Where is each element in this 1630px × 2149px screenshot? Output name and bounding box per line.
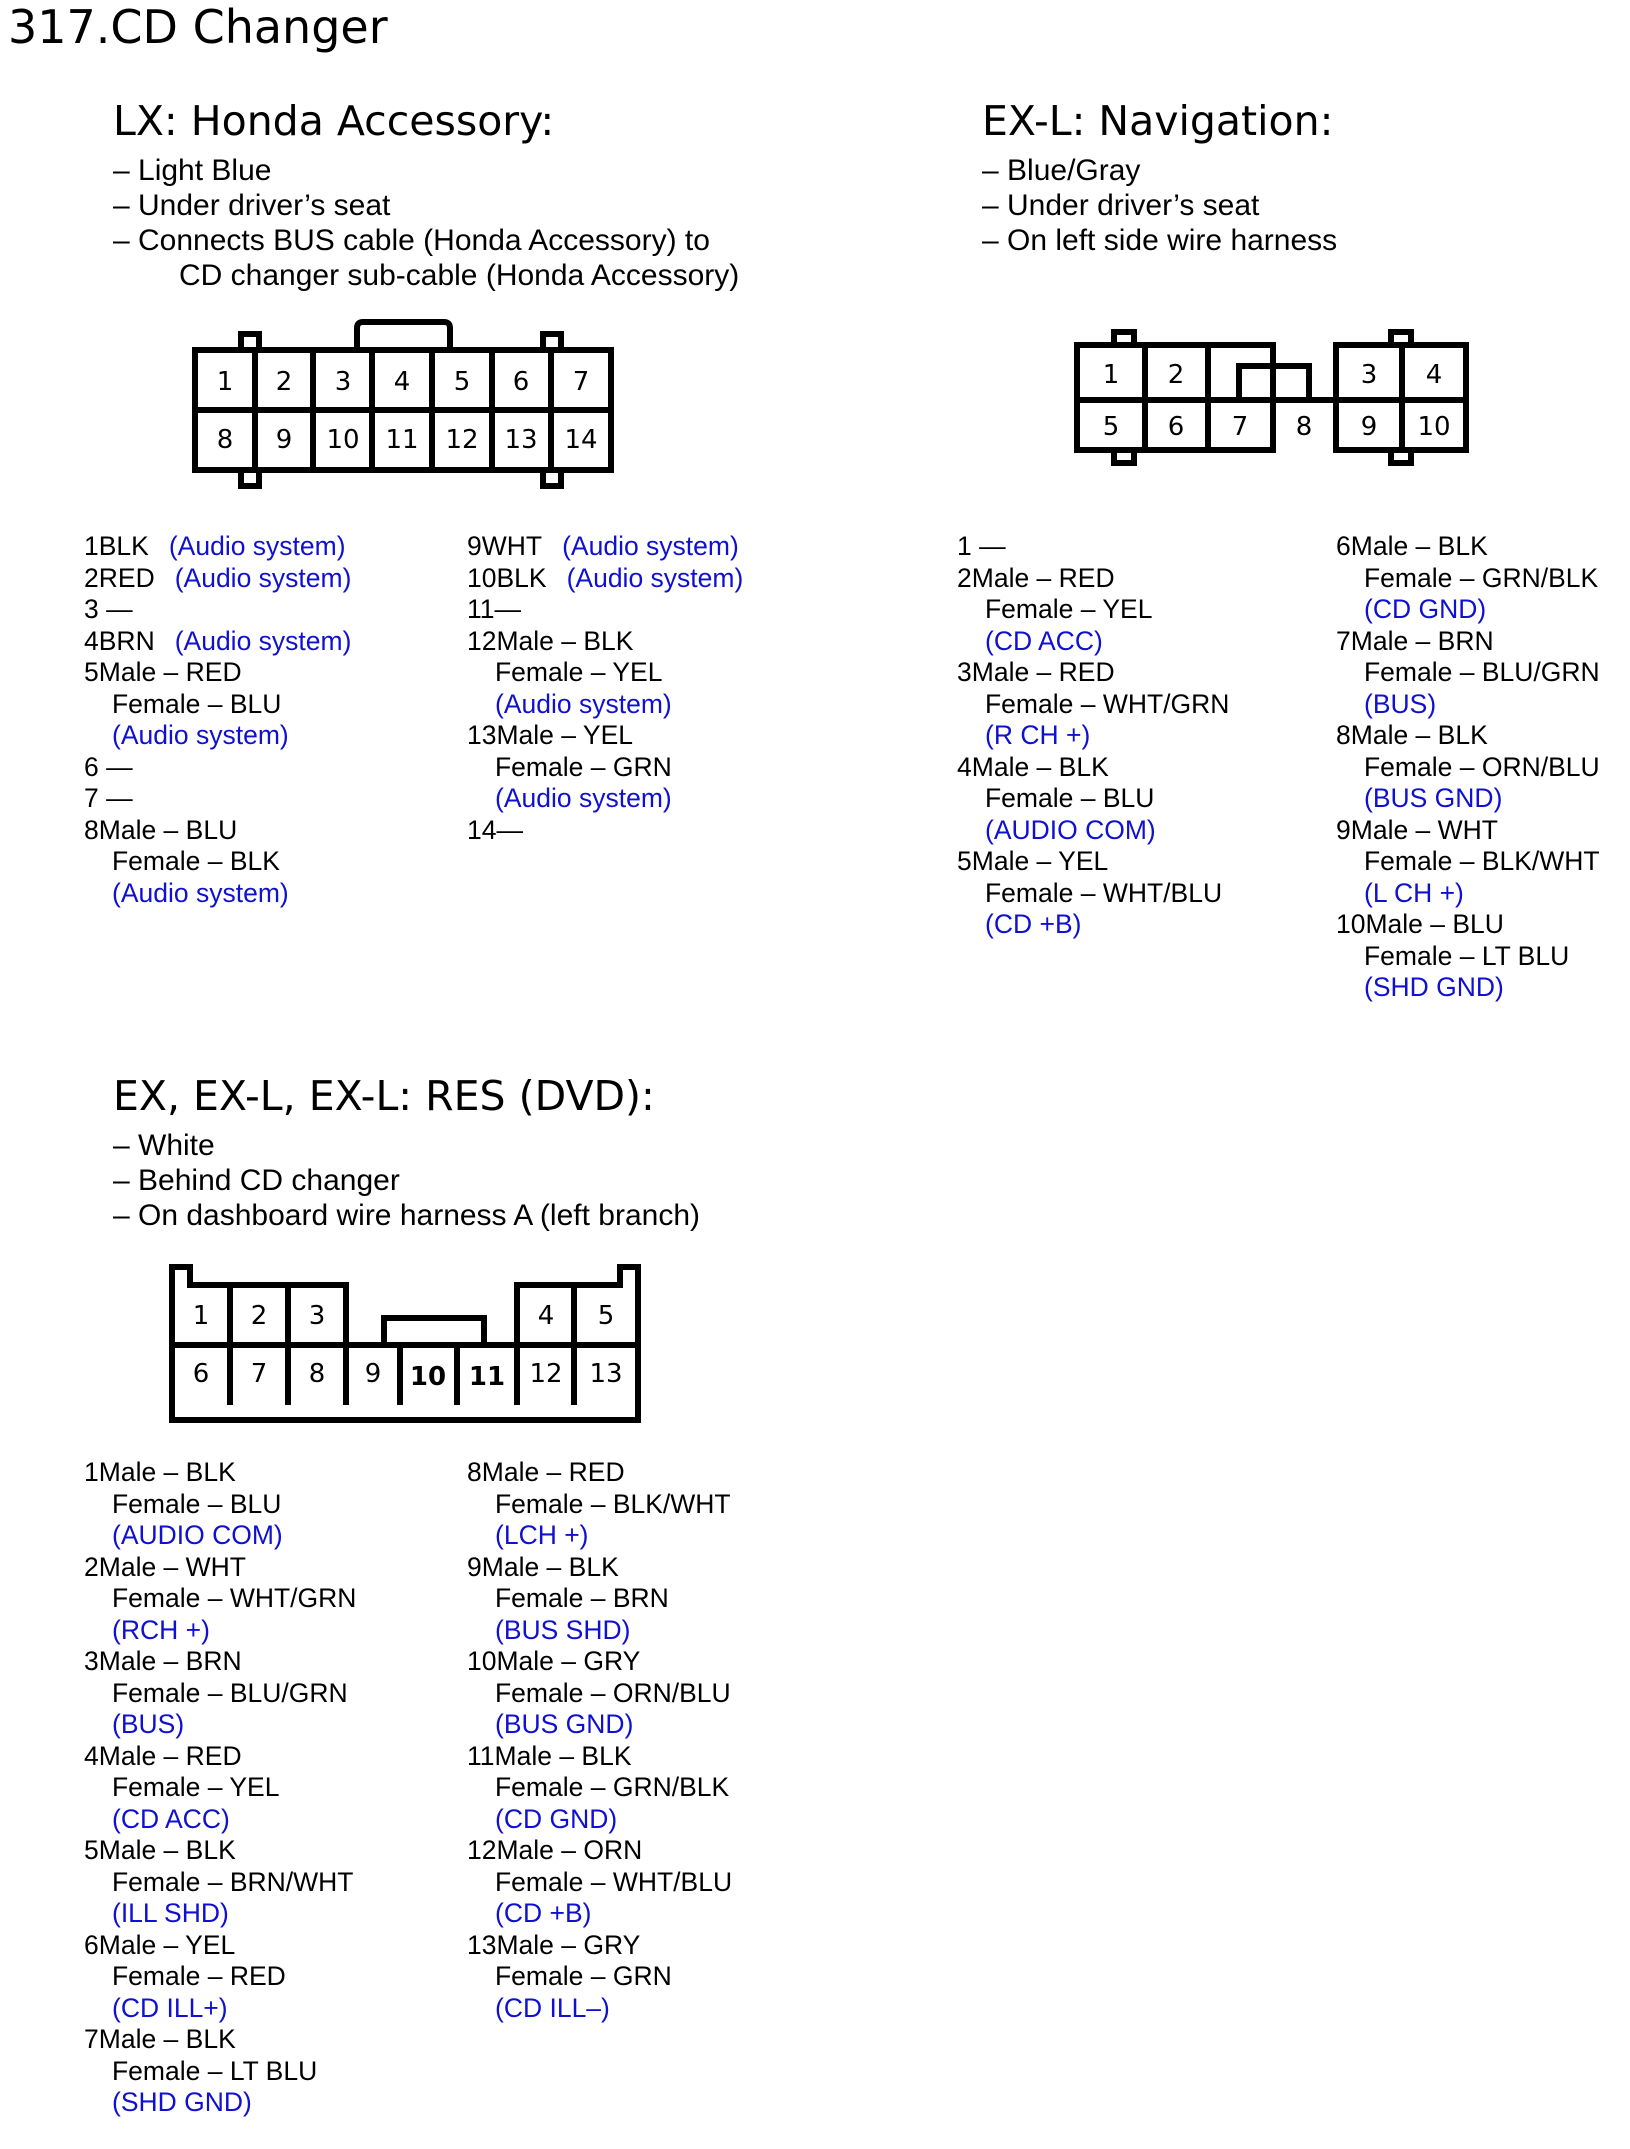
lx-bullets [113,153,739,293]
nav-bullet-harness: – On left side wire harness [982,224,1338,257]
nav-pins-right [1336,531,1600,1004]
connector-pin-label: 10 [326,425,360,455]
pin-wire: BLK [98,531,149,561]
pin-entry-6 [84,1930,356,2025]
connector-pin-label: 8 [308,1359,326,1389]
connector-pin-label: 14 [564,425,598,455]
pin-number: 9 [467,1551,482,1582]
connector-pin-label: 4 [1425,360,1443,390]
lx-pins-right [467,531,743,846]
pin-entry-9 [467,1552,732,1647]
lx-connector-latch-left [241,334,259,350]
pin-entry-10 [467,1646,732,1741]
pin-entry-1 [84,1457,356,1552]
pin-wire: RED [98,562,155,593]
pin-description: (Audio system) [112,877,289,908]
pin-entry-6 [1336,531,1600,626]
pin-number: 2 [957,562,972,593]
pin-description: (BUS GND) [495,1709,634,1739]
pin-wire: Male – YEL [98,1929,236,1960]
pin-description: (CD ILL–) [495,1992,610,2023]
pin-number: 3 [84,1646,99,1676]
pin-description: (CD GND) [1364,594,1487,624]
pin-description: (CD ACC) [112,1803,230,1834]
pin-number: 5 [957,846,972,876]
pin-wire: Male – BLK [1350,720,1488,750]
pin-description: (Audio system) [174,562,352,593]
pin-wire: Male – WHT [1350,814,1498,845]
pin-wire: Male – BLK [1350,531,1488,561]
pin-number: 10 [1336,909,1366,939]
lx-bullet-connects: – Connects BUS cable (Honda Accessory) to [113,224,710,257]
pin-female-wire: Female – RED [112,1961,286,1991]
pin-description: (L CH +) [1364,877,1464,908]
pin-female-wire: Female – BLK/WHT [495,1488,731,1519]
pin-wire: Male – BLU [98,814,238,845]
pin-female-wire: Female – GRN/BLK [1364,562,1599,593]
pin-number: 1 [84,1457,99,1487]
pin-description: (CD ACC) [985,625,1103,656]
pin-description: (LCH +) [495,1520,589,1550]
nav-pins-left [957,531,1229,941]
connector-pin-label: 7 [572,367,590,397]
pin-entry-12 [467,1835,732,1930]
connector-pin-label: 3 [308,1301,326,1331]
connector-pin-label: 11 [468,1362,506,1392]
pin-description: (BUS) [112,1709,185,1739]
pin-entry-11 [467,1741,732,1836]
pin-wire: Male – WHT [98,1551,246,1582]
connector-pin-label: 4 [393,367,411,397]
pin-wire: WHT [481,531,543,561]
pin-number: 6 [84,1929,99,1960]
pin-description: (AUDIO COM) [985,814,1156,845]
lx-bullet-connects-cont: CD changer sub-cable (Honda Accessory) [179,259,740,292]
connector-pin-label: 1 [1102,360,1120,390]
connector-pin-label: 1 [192,1301,210,1331]
pin-wire: Male – BLK [496,625,634,656]
pin-number: 11 [467,594,495,624]
connector-pin-label: 6 [192,1359,210,1389]
pin-number: 4 [84,1740,99,1771]
pin-female-wire: Female – LT BLU [1364,940,1570,971]
connector-pin-label: 2 [1167,360,1185,390]
pin-female-wire: Female – WHT/GRN [985,688,1230,719]
nav-bullet-color: – Blue/Gray [982,154,1141,187]
pin-wire: Male – BLK [481,1551,619,1582]
pin-wire: Male – YEL [496,720,633,750]
pin-entry-8 [467,1457,732,1552]
pin-entry-3 [957,657,1229,752]
nav-bullet-location: – Under driver’s seat [982,189,1260,222]
pin-description: (SHD GND) [1364,972,1504,1002]
connector-pin-label: 9 [1360,412,1378,442]
pin-entry-12 [467,626,743,721]
dvd-pins-right [467,1457,732,2024]
connector-pin-label: 13 [504,425,538,455]
connector-pin-label: 6 [512,367,530,397]
pin-number: 8 [1336,720,1351,750]
pin-wire: Male – BLK [98,1835,236,1865]
pin-entry-5 [84,657,351,752]
pin-entry-2 [84,1552,356,1647]
lx-connector-foot-left [241,470,259,486]
pin-female-wire: Female – BLK/WHT [1364,846,1600,876]
pin-description: (CD +B) [495,1898,592,1928]
pin-description: (BUS SHD) [495,1614,631,1645]
pin-entry-8 [1336,720,1600,815]
pin-description: (R CH +) [985,720,1091,750]
pin-description: (RCH +) [112,1614,210,1645]
pin-wire: — [98,594,133,624]
pin-female-wire: Female – WHT/GRN [112,1583,357,1613]
pin-description: (ILL SHD) [112,1898,229,1928]
pin-entry-6 [84,752,351,784]
dvd-connector-key [384,1318,484,1345]
pin-number: 12 [467,1835,497,1865]
pin-female-wire: Female – WHT/BLU [985,877,1223,908]
pin-female-wire: Female – BRN [495,1583,669,1613]
connector-pin-label: 5 [1102,412,1120,442]
pin-number: 9 [467,531,482,561]
connector-pin-label: 9 [275,425,293,455]
pin-number: 7 [84,2024,99,2054]
connector-pin-label: 5 [453,367,471,397]
pin-entry-8 [84,815,351,910]
lx-bullet-color: – Light Blue [113,154,272,187]
pin-entry-4 [84,1741,356,1836]
pin-number: 13 [467,720,497,750]
dvd-bullet-location: – Behind CD changer [113,1164,400,1197]
pin-wire: BLK [496,562,547,593]
nav-connector-latch-right [1391,332,1411,345]
pin-female-wire: Female – YEL [112,1772,280,1802]
pin-description: (AUDIO COM) [112,1520,283,1550]
pin-wire: Male – BLK [971,751,1109,782]
pin-wire: BRN [98,625,155,656]
pin-entry-4 [957,752,1229,847]
pin-number: 11 [467,1740,495,1771]
connector-pin-label: 9 [364,1359,382,1389]
pin-entry-1 [957,531,1229,563]
pin-description: (Audio system) [566,562,744,593]
pin-number: 1 [957,531,972,561]
connector-pin-label: 8 [216,425,234,455]
pin-female-wire: Female – BLU/GRN [112,1677,348,1708]
pin-female-wire: Female – YEL [985,594,1153,624]
pin-description: (Audio system) [168,531,346,561]
pin-number: 10 [467,562,497,593]
pin-entry-5 [84,1835,356,1930]
pin-female-wire: Female – BLK [112,846,280,876]
pin-entry-7 [1336,626,1600,721]
lx-bullet-location: – Under driver’s seat [113,189,391,222]
pin-wire: — [496,814,523,845]
pin-description: (CD +B) [985,909,1082,939]
connector-pin-label: 11 [385,425,419,455]
pin-entry-4 [84,626,351,658]
lx-connector-latch-right [543,334,561,350]
pin-wire: Male – RED [971,657,1115,687]
pin-entry-3 [84,1646,356,1741]
dvd-bullet-color: – White [113,1129,215,1162]
pin-female-wire: Female – GRN [495,1961,672,1991]
nav-connector-foot-right [1391,450,1411,463]
pin-wire: Male – RED [98,657,242,687]
pin-wire: — [494,594,522,624]
pin-entry-7 [84,2024,356,2119]
pin-number: 14 [467,814,497,845]
dvd-heading: EX, EX-L, EX-L: RES (DVD): [113,1072,655,1120]
pin-entry-2 [957,563,1229,658]
connector-pin-label: 6 [1167,412,1185,442]
connector-pin-label: 12 [445,425,479,455]
pin-number: 7 [1336,625,1351,656]
pin-description: (SHD GND) [112,2087,252,2117]
pin-number: 6 [84,751,99,782]
pin-wire: Male – GRY [496,1929,641,1960]
nav-heading: EX-L: Navigation: [982,97,1334,145]
pin-description: (Audio system) [112,720,289,750]
dvd-bullets [113,1128,700,1233]
pin-wire: Male – RED [98,1740,242,1771]
pin-wire: — [971,531,1006,561]
pin-description: (Audio system) [495,688,672,719]
pin-entry-1 [84,531,351,563]
pin-description: (CD ILL+) [112,1992,228,2023]
pin-entry-14 [467,815,743,847]
pin-female-wire: Female – BLU [112,688,282,719]
pin-description: (Audio system) [495,783,672,813]
pin-female-wire: Female – BRN/WHT [112,1866,354,1897]
pin-number: 9 [1336,814,1351,845]
pin-entry-3 [84,594,351,626]
pin-female-wire: Female – BLU/GRN [1364,657,1600,687]
pin-description: (Audio system) [562,531,739,561]
nav-connector-diagram [1062,322,1482,472]
connector-pin-label: 4 [537,1301,555,1331]
pin-entry-13 [467,1930,732,2025]
pin-number: 2 [84,1551,99,1582]
connector-pin-label: 12 [529,1359,563,1389]
lx-pins-left [84,531,351,909]
dvd-bullet-harness: – On dashboard wire harness A (left branch) [113,1199,700,1232]
pin-wire: Male – YEL [971,846,1109,876]
pin-entry-7 [84,783,351,815]
pin-number: 10 [467,1646,497,1676]
pin-female-wire: Female – YEL [495,657,663,687]
nav-connector-foot-left [1114,450,1134,463]
pin-number: 7 [84,783,99,813]
pin-female-wire: Female – GRN [495,751,672,782]
pin-female-wire: Female – BLU [985,783,1155,813]
pin-wire: Male – GRY [496,1646,641,1676]
pin-number: 8 [84,814,99,845]
connector-pin-label: 7 [250,1359,268,1389]
connector-pin-label: 8 [1295,412,1313,442]
pin-number: 5 [84,1835,99,1865]
connector-pin-label: 1 [216,367,234,397]
connector-pin-label: 3 [334,367,352,397]
connector-pin-label: 10 [1417,412,1451,442]
lx-connector-diagram [150,310,630,500]
pin-wire: Male – BRN [98,1646,242,1676]
pin-wire: — [98,783,133,813]
pin-wire: Male – RED [971,562,1115,593]
pin-wire: Male – BRN [1350,625,1494,656]
connector-pin-label: 5 [597,1301,615,1331]
pin-number: 12 [467,625,497,656]
pin-number: 4 [957,751,972,782]
pin-entry-5 [957,846,1229,941]
page-title: 317.CD Changer [8,0,388,54]
pin-entry-9 [467,531,743,563]
connector-pin-label: 3 [1360,360,1378,390]
pin-wire: Male – RED [481,1457,625,1487]
pin-description: (BUS) [1364,688,1437,719]
pin-description: (BUS GND) [1364,783,1503,813]
pin-female-wire: Female – BLU [112,1488,282,1519]
pin-wire: Male – ORN [496,1835,643,1865]
pin-number: 4 [84,625,99,656]
pin-description: (CD GND) [495,1803,618,1834]
pin-wire: — [98,751,133,782]
pin-entry-11 [467,594,743,626]
connector-pin-label: 10 [409,1362,447,1392]
pin-entry-13 [467,720,743,815]
pin-entry-2 [84,563,351,595]
nav-connector-latch-left [1114,332,1134,345]
pin-number: 8 [467,1457,482,1487]
pin-wire: Male – BLK [494,1740,632,1771]
pin-number: 3 [84,594,99,624]
pin-entry-10 [467,563,743,595]
pin-wire: Male – BLK [98,1457,236,1487]
pin-number: 2 [84,562,99,593]
pin-female-wire: Female – LT BLU [112,2055,318,2086]
pin-entry-9 [1336,815,1600,910]
pin-number: 3 [957,657,972,687]
pin-female-wire: Female – WHT/BLU [495,1866,733,1897]
lx-heading: LX: Honda Accessory: [113,97,555,145]
lx-connector-lock-tab [357,322,450,350]
pin-number: 13 [467,1929,497,1960]
connector-pin-label: 2 [275,367,293,397]
lx-connector-foot-right [543,470,561,486]
pin-entry-10 [1336,909,1600,1004]
pin-female-wire: Female – ORN/BLU [1364,751,1600,782]
pin-number: 6 [1336,531,1351,561]
nav-bullets [982,153,1337,258]
connector-pin-label: 7 [1231,412,1249,442]
pin-number: 1 [84,531,99,561]
connector-pin-label: 2 [250,1301,268,1331]
dvd-connector-diagram [160,1255,650,1435]
pin-number: 5 [84,657,99,687]
pin-female-wire: Female – ORN/BLU [495,1677,731,1708]
pin-wire: Male – BLK [98,2024,236,2054]
pin-description: (Audio system) [174,625,352,656]
pin-wire: Male – BLU [1365,909,1504,939]
connector-pin-label: 13 [589,1359,623,1389]
pin-female-wire: Female – GRN/BLK [495,1772,730,1802]
dvd-pins-left [84,1457,356,2119]
